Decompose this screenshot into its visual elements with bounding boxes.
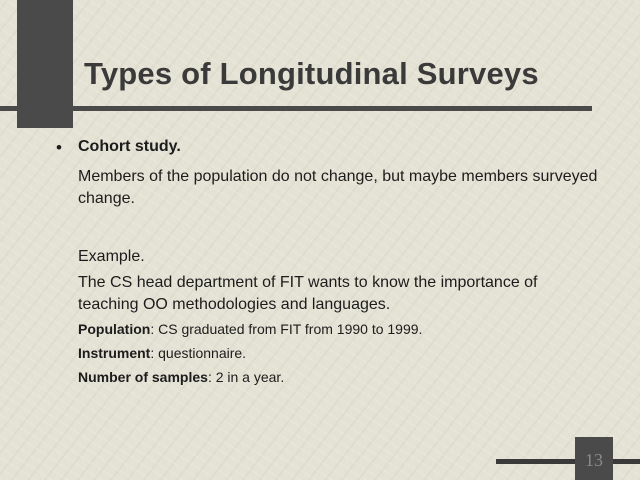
- description-paragraph: Members of the population do not change, but maybe members surveyed change.: [78, 168, 598, 207]
- detail-text: : 2 in a year.: [207, 369, 285, 385]
- detail-samples: [78, 367, 598, 387]
- detail-label: Number of samples: [78, 369, 208, 385]
- example-paragraph: The CS head department of FIT wants to know the importance of teaching OO methodologies and languages.: [78, 274, 538, 313]
- detail-text: : CS graduated from FIT from 1990 to 1999.: [150, 321, 423, 337]
- detail-text: : questionnaire.: [150, 345, 247, 361]
- detail-population: [78, 319, 598, 339]
- title-underline-rule: [0, 106, 592, 111]
- bullet-heading: Cohort study.: [78, 138, 181, 155]
- bullet-marker: •: [56, 138, 62, 157]
- detail-instrument: [78, 343, 598, 363]
- slide-title: Types of Longitudinal Surveys: [84, 56, 539, 91]
- detail-label: Instrument: [78, 345, 151, 361]
- example-label: Example.: [78, 248, 145, 265]
- footer-rule: [496, 459, 640, 464]
- detail-label: Population: [78, 321, 151, 337]
- page-number: 13: [585, 450, 603, 470]
